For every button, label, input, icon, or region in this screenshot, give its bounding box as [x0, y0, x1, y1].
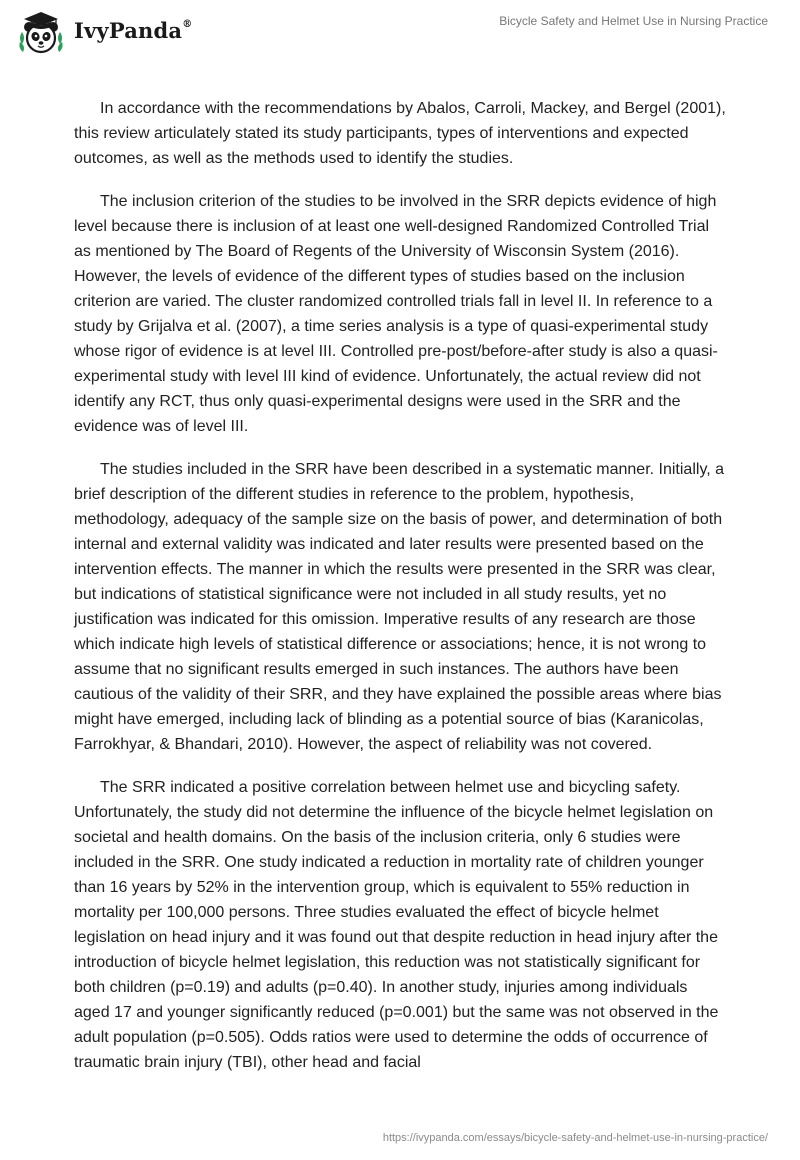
document-title: Bicycle Safety and Helmet Use in Nursing Practice [499, 14, 768, 28]
source-url-link[interactable]: https://ivypanda.com/essays/bicycle-safety-and-helmet-use-in-nursing-practice/ [382, 1132, 768, 1144]
essay-body [74, 96, 726, 1093]
paragraph-helmet-correlation: The SRR indicated a positive correlation between helmet use and bicycling safety. Unfortunately, the study did not determine the influence of the bicycle helmet legislation on societal and health domains. On the basis of the inclusion criteria, only 6 studies were included in the SRR. One study indicated a reduction in mortality rate of children younger than 16 years by 52% in the intervention group, which is equivalent to 55% reduction in mortality per 100,000 persons. Three studies evaluated the effect of bicycle helmet legislation on head injury and it was found out that despite reduction in head injury after the introduction of bicycle helmet legislation, this reduction was not statistically significant for both children (p=0.19) and adults (p=0.40). In another study, injuries among individuals aged 17 and younger significantly reduced (p=0.001) but the same was not observed in the adult population (p=0.505). Odds ratios were used to determine the odds of occurrence of traumatic brain injury (TBI), other head and facial [74, 779, 719, 1071]
panda-graduate-logo-icon [16, 8, 66, 56]
paragraph-inclusion-criterion: The inclusion criterion of the studies to be involved in the SRR depicts evidence of high level because there is inclusion of at least one well-designed Randomized Controlled Trial as mentioned by The Board of Regents of the University of Wisconsin System (2016). However, the levels of evidence of the different types of studies based on the inclusion criterion are varied. The cluster randomized controlled trials fall in level II. In reference to a study by Grijalva et al. (2007), a time series analysis is a type of quasi-experimental study whose rigor of evidence is at level III. Controlled pre-post/before-after study is also a quasi-experimental study with level III kind of evidence. Unfortunately, the actual review did not identify any RCT, thus only quasi-experimental designs were used in the SRR and the evidence was of level III. [74, 193, 718, 435]
paragraph-systematic-description: The studies included in the SRR have been described in a systematic manner. Initially, a brief description of the different studies in reference to the problem, hypothesis, methodology, adequacy of the sample size on the basis of power, and determination of both internal and external validity was indicated and later results were presented based on the intervention effects. The manner in which the results were presented in the SRR was clear, but indications of statistical significance were not included in all study results, yet no justification was indicated for this omission. Imperative results of any research are those which indicate high levels of statistical difference or associations; hence, it is not wrong to assume that no significant results emerged in such instances. The authors have been cautious of the validity of their SRR, and they have explained the possible areas where bias might have emerged, including lack of blinding as a potential source of bias (Karanicolas, Farrokhyar, & Bhandari, 2010). However, the aspect of reliability was not covered. [74, 461, 725, 753]
brand-name-text: IvyPanda [74, 17, 183, 43]
brand-name [74, 18, 192, 43]
registered-mark: ® [182, 18, 193, 30]
paragraph-abalos-recommendations: In accordance with the recommendations by Abalos, Carroli, Mackey, and Bergel (2001), this review articulately stated its study participants, types of interventions and expected outcomes, as well as the methods used to identify the studies. [74, 100, 726, 167]
page-header [0, 0, 800, 60]
ivypanda-logo[interactable] [16, 8, 192, 56]
